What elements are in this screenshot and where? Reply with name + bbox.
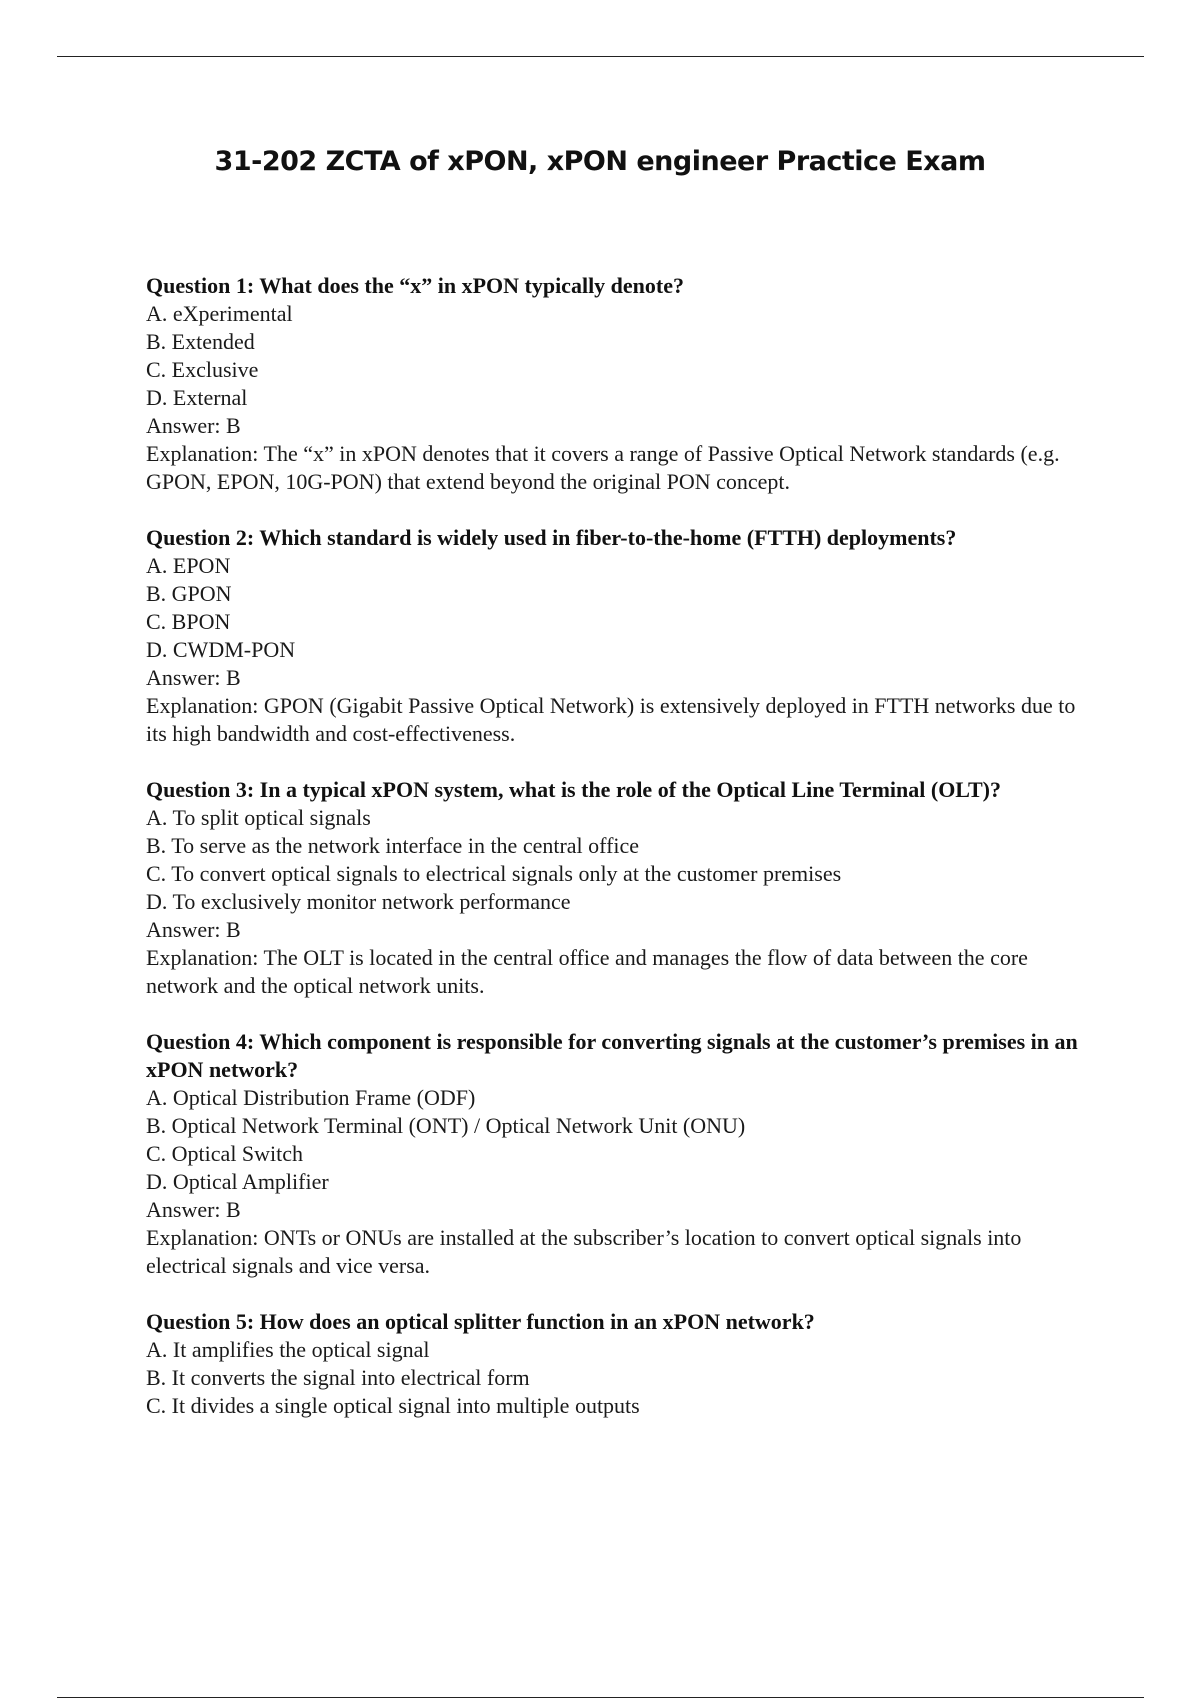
- document-title: 31-202 ZCTA of xPON, xPON engineer Practice Exam: [214, 146, 986, 177]
- answer: Answer: B: [146, 665, 241, 690]
- question-3: [146, 776, 1096, 1000]
- option-d: D. CWDM-PON: [146, 637, 296, 662]
- option-d: D. To exclusively monitor network performance: [146, 889, 571, 914]
- option-d: D. Optical Amplifier: [146, 1169, 329, 1194]
- question-5: [146, 1308, 1096, 1420]
- question-4: [146, 1028, 1096, 1280]
- option-c: C. To convert optical signals to electrical signals only at the customer premises: [146, 861, 842, 886]
- option-b: B. Optical Network Terminal (ONT) / Optical Network Unit (ONU): [146, 1113, 746, 1138]
- question-text: Question 4: Which component is responsible for converting signals at the customer’s premises in an xPON network?: [146, 1029, 1078, 1082]
- option-b: B. To serve as the network interface in the central office: [146, 833, 640, 858]
- answer: Answer: B: [146, 1197, 241, 1222]
- question-text: Question 2: Which standard is widely used in fiber-to-the-home (FTTH) deployments?: [146, 525, 957, 550]
- explanation: Explanation: The “x” in xPON denotes that it covers a range of Passive Optical Network standards (e.g. GPON, EPON, 10G-PON) that extend beyond the original PON concept.: [146, 441, 1060, 494]
- question-2: [146, 524, 1096, 748]
- option-a: A. To split optical signals: [146, 805, 371, 830]
- answer: Answer: B: [146, 413, 241, 438]
- exam-content: [146, 272, 1096, 1448]
- option-c: C. It divides a single optical signal into multiple outputs: [146, 1393, 640, 1418]
- bottom-rule: [57, 1697, 1144, 1698]
- explanation: Explanation: The OLT is located in the central office and manages the flow of data between the core network and the optical network units.: [146, 945, 1028, 998]
- option-c: C. BPON: [146, 609, 231, 634]
- option-b: B. Extended: [146, 329, 255, 354]
- question-text: Question 5: How does an optical splitter function in an xPON network?: [146, 1309, 815, 1334]
- question-text: Question 3: In a typical xPON system, what is the role of the Optical Line Terminal (OLT)?: [146, 777, 1001, 802]
- answer: Answer: B: [146, 917, 241, 942]
- option-c: C. Optical Switch: [146, 1141, 304, 1166]
- top-rule: [57, 56, 1144, 57]
- option-c: C. Exclusive: [146, 357, 259, 382]
- question-text: Question 1: What does the “x” in xPON typically denote?: [146, 273, 685, 298]
- option-a: A. It amplifies the optical signal: [146, 1337, 430, 1362]
- option-b: B. It converts the signal into electrical form: [146, 1365, 530, 1390]
- option-d: D. External: [146, 385, 248, 410]
- explanation: Explanation: ONTs or ONUs are installed at the subscriber’s location to convert optical signals into electrical signals and vice versa.: [146, 1225, 1022, 1278]
- question-1: [146, 272, 1096, 496]
- explanation: Explanation: GPON (Gigabit Passive Optical Network) is extensively deployed in FTTH networks due to its high bandwidth and cost-effectiveness.: [146, 693, 1076, 746]
- option-a: A. Optical Distribution Frame (ODF): [146, 1085, 476, 1110]
- option-a: A. EPON: [146, 553, 231, 578]
- option-b: B. GPON: [146, 581, 232, 606]
- option-a: A. eXperimental: [146, 301, 293, 326]
